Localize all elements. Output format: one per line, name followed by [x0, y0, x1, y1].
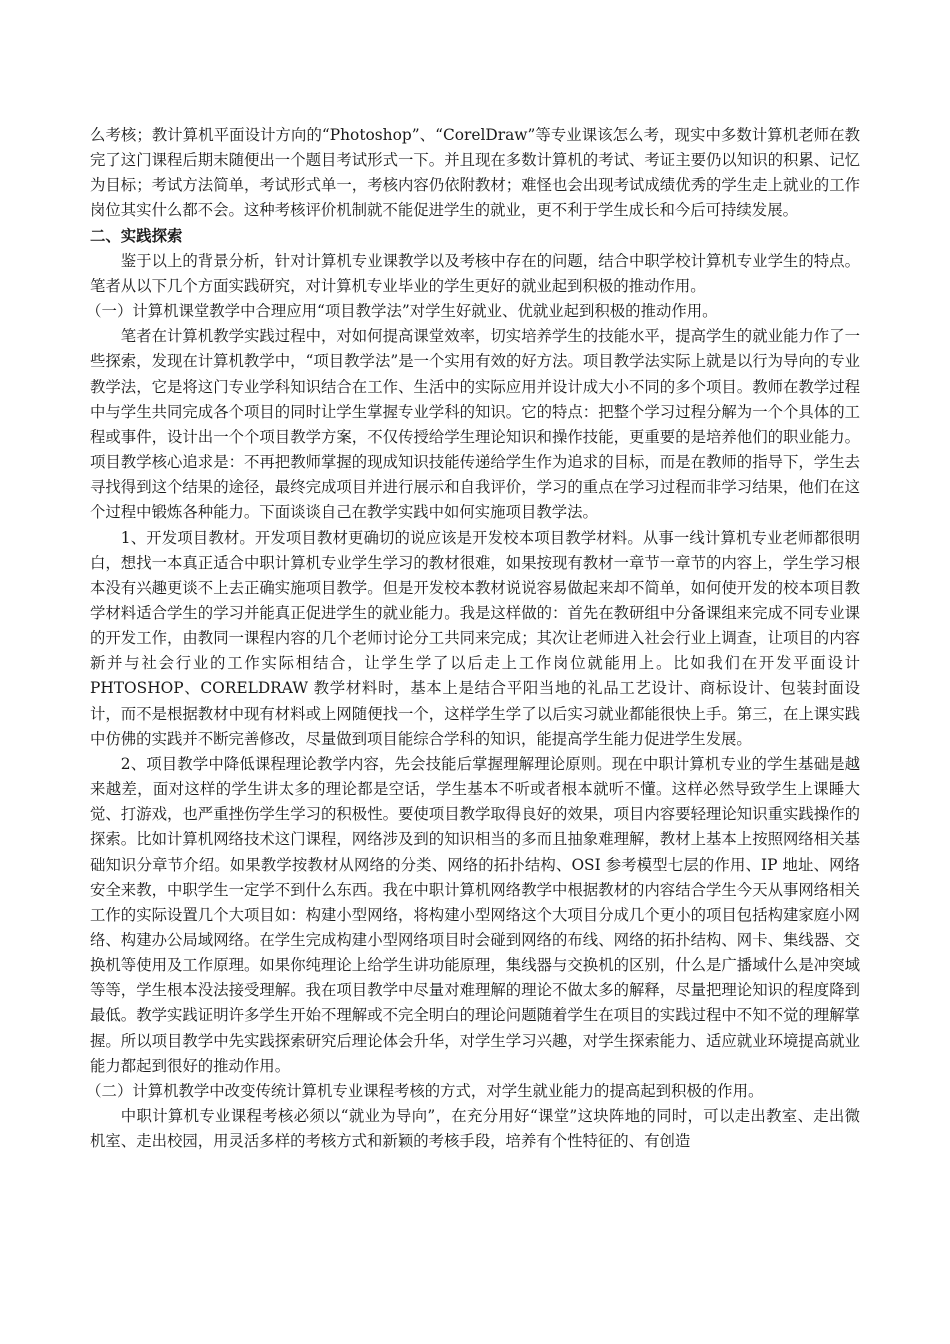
paragraph-item-1: 1、开发项目教材。开发项目教材更确切的说应该是开发校本项目教学材料。从事一线计算机专业老师都很明白，想找一本真正适合中职计算机专业学生学习的教材很难，如果按现有教材一章节一章节的内容上，学生学习根本没有兴趣更谈不上去正确实施项目教学。但是开发校本教材说说容易做起来却不简单，如何使开发的校本项目教学材料适合学生的学习并能真正促进学生的就业能力。我是这样做的：首先在教研组中分备课组来完成不同专业课的开发工作，由教同一课程内容的几个老师讨论分工共同来完成；其次让老师进入社会行业上调查，让项目的内容新并与社会行业的工作实际相结合，让学生学了以后走上工作岗位就能用上。比如我们在开发平面设计 PHTOSHOP、CORELDRAW 教学材料时，基本上是结合平阳当地的礼品工艺设计、商标设计、包装封面设计，而不是根据教材中现有材料或上网随便找一个，这样学生学了以后实习就业都能很快上手。第三，在上课实践中仿佛的实践并不断完善修改，尽量做到项目能综合学科的知识，能提高学生能力促进学生发展。 — [90, 528, 860, 748]
subsection-heading-1: （一）计算机课堂教学中合理应用“项目教学法”对学生好就业、优就业起到积极的推动作用。 — [86, 302, 718, 321]
paragraph-assessment: 中职计算机专业课程考核必须以“就业为导向”，在充分用好“课堂”这块阵地的同时，可以走出教室、走出微机室、走出校园，用灵活多样的考核方式和新颖的考核手段，培养有个性特征的、有创造 — [90, 1107, 860, 1151]
paragraph-intro: 鉴于以上的背景分析，针对计算机专业课教学以及考核中存在的问题，结合中职学校计算机专业学生的特点。笔者从以下几个方面实践研究，对计算机专业毕业的学生更好的就业起到积极的推动作用。 — [90, 251, 860, 295]
paragraph-project-method: 笔者在计算机教学实践过程中，对如何提高课堂效率，切实培养学生的技能水平，提高学生的就业能力作了一些探索，发现在计算机教学中，“项目教学法”是一个实用有效的好方法。项目教学法实际上就是以行为导向的专业教学法，它是将这门专业学科知识结合在工作、生活中的实际应用并设计成大小不同的多个项目。教师在教学过程中与学生共同完成各个项目的同时让学生掌握专业学科的知识。它的特点：把整个学习过程分解为一个个具体的工程或事件，设计出一个个项目教学方案，不仅传授给学生理论知识和操作技能，更重要的是培养他们的职业能力。项目教学核心追求是：不再把教师掌握的现成知识技能传递给学生作为追求的目标，而是在教师的指导下，学生去寻找得到这个结果的途径，最终完成项目并进行展示和自我评价，学习的重点在学习过程而非学习结果，他们在这个过程中锻炼各种能力。下面谈谈自己在教学实践中如何实施项目教学法。 — [90, 327, 860, 522]
subsection-heading-2: （二）计算机教学中改变传统计算机专业课程考核的方式，对学生就业能力的提高起到积极的作用。 — [86, 1081, 764, 1100]
section-heading-practice: 二、实践探索 — [90, 226, 183, 245]
document-body — [86, 123, 860, 1154]
paragraph-item-2: 2、项目教学中降低课程理论教学内容，先会技能后掌握理解理论原则。现在中职计算机专业的学生基础是越来越差，面对这样的学生讲太多的理论都是空话，学生基本不听或者根本就听不懂。这样必然导致学生上课睡大觉、打游戏，也严重挫伤学生学习的积极性。要使项目教学取得良好的效果，项目内容要轻理论知识重实践操作的探索。比如计算机网络技术这门课程，网络涉及到的知识相当的多而且抽象难理解，教材上基本上按照网络相关基础知识分章节介绍。如果教学按教材从网络的分类、网络的拓扑结构、OSI 参考模型七层的作用、IP 地址、网络安全来教，中职学生一定学不到什么东西。我在中职计算机网络教学中根据教材的内容结合学生今天从事网络相关工作的实际设置几个大项目如：构建小型网络，将构建小型网络这个大项目分成几个更小的项目包括构建家庭小网络、构建办公局域网络。在学生完成构建小型网络项目时会碰到网络的布线、网络的拓扑结构、网卡、集线器、交换机等使用及工作原理。如果你纯理论上给学生讲功能原理，集线器与交换机的区别，什么是广播域什么是冲突域等等，学生根本没法接受理解。我在项目教学中尽量对难理解的理论不做太多的解释，尽量把理论知识的程度降到最低。教学实践证明许多学生开始不理解或不完全明白的理论问题随着学生在项目的实践过程中不知不觉的理解掌握。所以项目教学中先实践探索研究后理论体会升华，对学生学习兴趣，对学生探索能力、适应就业环境提高就业能力都起到很好的推动作用。 — [90, 754, 860, 1075]
paragraph-continued: 么考核；教计算机平面设计方向的“Photoshop”、“CorelDraw”等专业课该怎么考，现实中多数计算机老师在教完了这门课程后期末随便出一个题目考试形式一下。并且现在多数计算机的考试、考证主要仍以知识的积累、记忆为目标；考试方法简单，考试形式单一，考核内容仍依附教材；难怪也会出现考试成绩优秀的学生走上就业的工作岗位其实什么都不会。这种考核评价机制就不能促进学生的就业，更不利于学生成长和今后可持续发展。 — [90, 126, 860, 220]
